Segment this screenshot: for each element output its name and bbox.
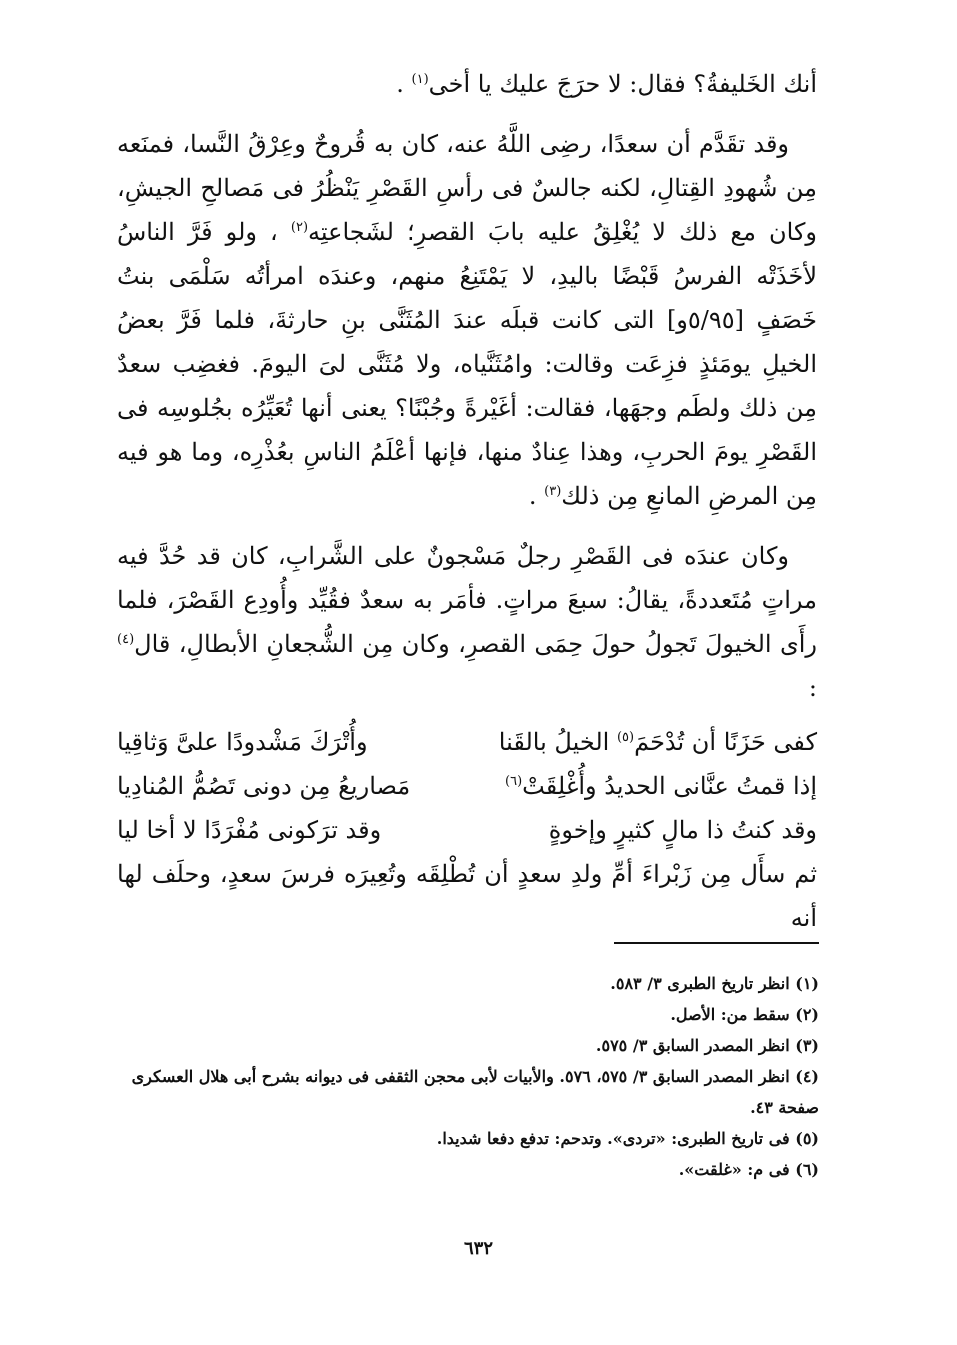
paragraph-3-text: وكان عندَه فى القَصْرِ رجلٌ مَسْجونٌ على الشَّرابِ، كان قد حُدَّ فيه مراتٍ مُتَعددةً، يقالُ: سبعَ مراتٍ. فأمَر به سعدٌ فقُيِّد وأُودِع القَصْرَ، فلما رأَى الخيولَ تَجولُ حولَ حِمَى القصرِ، وكان مِن الشُّجعانِ الأبطالِ، قال (117, 542, 817, 658)
footnote-marker-5: (٥) (616, 730, 635, 745)
paragraph-2-text-a: وقد تقَدَّم أن سعدًا، رضِى اللَّهُ عنه، كان به قُروحٌ وعِرْقُ النَّسا، فمنَعه مِن شُهودِ القِتالِ، لكنه جالسٌ فى رأسِ القَصْرِ يَنْظُرُ فى مَصالحِ الجيشِ، وكان مع ذلك لا يُغْلِقُ عليه بابَ القصرِ؛ لشَجاعتِه (117, 130, 818, 246)
footnote-5: (٥) فى تاريخ الطبرى: «تردى». وتدحم: تدفع دفعا شديدا. (436, 1129, 819, 1148)
paragraph-1 (117, 62, 817, 106)
poem-verse-3 (117, 808, 817, 852)
poem (117, 720, 817, 852)
verse-1-text-a2: الخيلُ بالقَنا (498, 728, 610, 756)
paragraph-2 (117, 122, 817, 518)
poem-verse-2 (117, 764, 817, 808)
footnote-marker-6: (٦) (505, 774, 523, 789)
verse-3-second-hemistich: وقد ترَكونى مُفْرَدًا لا أخا ليا (117, 816, 382, 844)
paragraph-4: ثم سأَل مِن زَبْراءَ أمِّ ولدِ سعدٍ أن تُطْلِقَه وتُعِيرَه فرسَ سعدٍ، وحلَف لها أنه (117, 860, 817, 932)
footnote-marker-2: (٢) (290, 220, 309, 235)
paragraph-3-end: : (808, 674, 817, 702)
poem-verse-1 (117, 720, 817, 764)
paragraph-1-text: أنك الخَليفةُ؟ فقال: لا حرَجَ عليك يا أخى (428, 70, 817, 98)
verse-3-first-hemistich: وقد كنتُ ذا مالٍ كثيرٍ وإخوةٍ (548, 816, 817, 844)
verse-2-first-hemistich (481, 764, 817, 808)
page-number: ٦٣٢ (463, 1238, 493, 1259)
footnotes (119, 968, 819, 1185)
paragraph-2-text-b: ، ولو فَرَّ الناسُ لأخَذَتْه الفرسُ قَبْضًا باليدِ، لا يَمْتَنِعُ منهم، وعندَه امرأتُه سَلْمَى بنتُ خَصَفٍ [٥/٩٥و] التى كانت قبلَه عندَ المُثَنَّى بنِ حارثةَ، فلما فَرَّ بعضُ الخيلِ يومَئذٍ فزِعَت وقالت: وامُثَنَّياه، ولا مُثَنَّى لىَ اليومَ. فغضِب سعدٌ مِن ذلك ولطَم وجهَها، فقالت: أغَيْرةً وجُبْنًا؟ يعنى أنها تُعَيِّرُه بجُلوسِه فى القَصْرِ يومَ الحربِ، وهذا عِنادٌ منها، فإنها أعْلَمُ الناسِ بعُذْرِه، وما هو فيه مِن المرضِ المانعِ مِن ذلك (117, 218, 818, 510)
paragraph-1-end: . (396, 70, 404, 98)
verse-1-text-a: كفى حَزَنًا أن تُدْحَمَ (634, 728, 817, 756)
footnote-2: (٢) سقط من: الأصل. (670, 1005, 819, 1024)
verse-1-first-hemistich (481, 720, 817, 764)
footnote-6: (٦) فى م: «غلقت». (678, 1160, 819, 1179)
footnote-3: (٣) انظر المصدر السابق ٣/ ٥٧٥. (595, 1036, 819, 1055)
footnote-marker-1: (١) (411, 72, 429, 87)
footnote-separator (614, 942, 819, 944)
footnote-marker-4: (٤) (117, 632, 135, 647)
verse-1-second-hemistich: وأُتْرَكَ مَشْدودًا علىَّ وَثاقِيا (117, 728, 368, 756)
footnote-marker-3: (٣) (544, 484, 562, 499)
paragraph-2-end: . (528, 482, 537, 510)
footnote-1: (١) انظر تاريخ الطبرى ٣/ ٥٨٣. (610, 974, 819, 993)
paragraph-3 (117, 534, 817, 710)
footnote-4: (٤) انظر المصدر السابق ٣/ ٥٧٥، ٥٧٦. والأبيات لأبى محجن الثقفى فى ديوانه بشرح أبى هلال العسكرى صفحة ٤٣. (131, 1067, 819, 1117)
verse-2-second-hemistich: مَصاريعُ مِن دونى تَصُمُّ المُنادِيا (117, 772, 411, 800)
verse-2-text-a: إذا قمتُ عنَّانى الحديدُ وأُغْلِقَتْ (522, 772, 817, 800)
main-text (117, 62, 817, 940)
